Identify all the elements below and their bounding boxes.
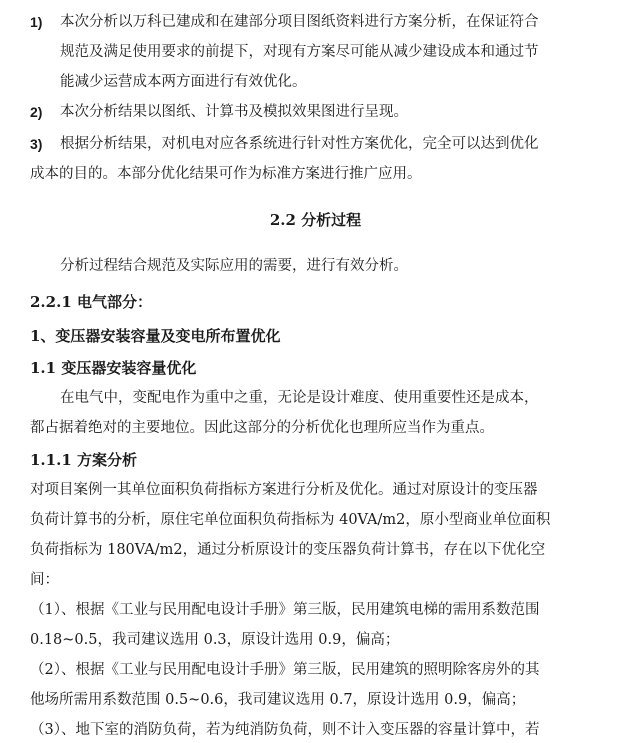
text-line: 本次分析结果以图纸、计算书及模拟效果图进行呈现。 xyxy=(60,104,408,120)
text-line: 根据分析结果，对机电对应各系统进行针对性方案优化，完全可以达到优化 xyxy=(60,136,539,152)
text-line: 负荷指标为 180VA/m2，通过分析原设计的变压器负荷计算书，存在以下优化空 xyxy=(30,542,546,558)
text-line: 规范及满足使用要求的前提下，对现有方案尽可能从减少建设成本和通过节 xyxy=(60,44,539,60)
text-line: 0.18~0.5，我司建议选用 0.3，原设计选用 0.9，偏高； xyxy=(30,632,400,648)
section-intro: 分析过程结合规范及实际应用的需要，进行有效分析。 xyxy=(60,258,408,274)
list-number: 3) xyxy=(30,136,43,152)
text-line: 间： xyxy=(30,572,59,588)
heading-level-2: 1.1 变压器安装容量优化 xyxy=(30,359,197,377)
text-line: （1）、根据《工业与民用配电设计手册》第三版，民用建筑电梯的需用系数范围 xyxy=(30,602,540,618)
text-line: 本次分析以万科已建成和在建部分项目图纸资料进行方案分析，在保证符合 xyxy=(60,14,539,30)
text-line: 负荷计算书的分析，原住宅单位面积负荷指标为 40VA/m2，原小型商业单位面积 xyxy=(30,512,551,528)
heading-level-1: 1、变压器安装容量及变电所布置优化 xyxy=(30,327,281,345)
list-number: 2) xyxy=(30,104,43,120)
heading-level-3: 1.1.1 方案分析 xyxy=(30,451,137,469)
subsection-heading: 2.2.1 电气部分： xyxy=(30,293,152,311)
text-line: （2）、根据《工业与民用配电设计手册》第三版，民用建筑的照明除客房外的其 xyxy=(30,662,540,678)
text-line: （3）、地下室的消防负荷，若为纯消防负荷，则不计入变压器的容量计算中，若 xyxy=(30,722,540,738)
text-line: 都占据着绝对的主要地位。因此这部分的分析优化也理所应当作为重点。 xyxy=(30,420,494,436)
text-line: 他场所需用系数范围 0.5~0.6，我司建议选用 0.7，原设计选用 0.9，偏高； xyxy=(30,692,526,708)
text-line: 在电气中，变配电作为重中之重，无论是设计难度、使用重要性还是成本， xyxy=(60,390,539,406)
text-line: 对项目案例一其单位面积负荷指标方案进行分析及优化。通过对原设计的变压器 xyxy=(30,482,538,498)
text-line: 能减少运营成本两方面进行有效优化。 xyxy=(60,74,307,90)
list-number: 1) xyxy=(30,14,43,30)
section-heading: 2.2 分析过程 xyxy=(269,211,362,229)
text-line: 成本的目的。本部分优化结果可作为标准方案进行推广应用。 xyxy=(30,166,422,182)
